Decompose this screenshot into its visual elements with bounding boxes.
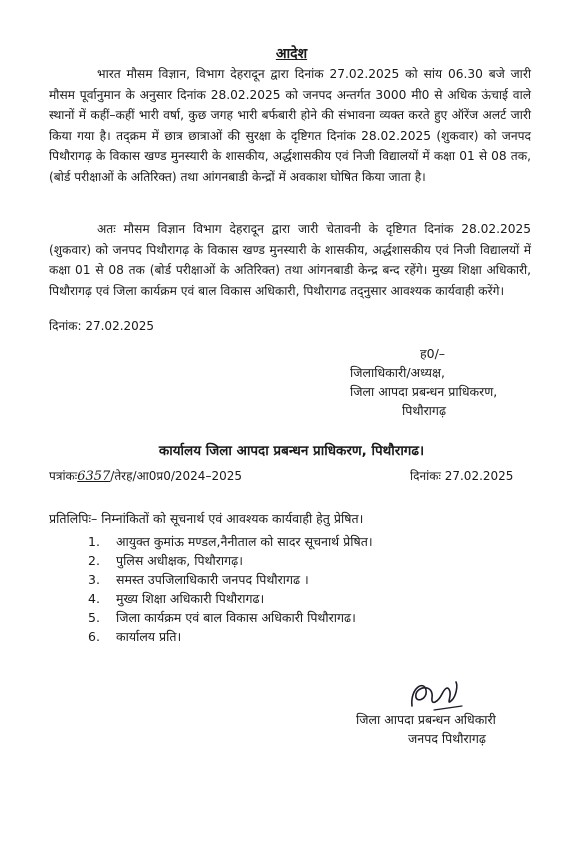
list-item: 2. पुलिस अधीक्षक, पिथौरागढ़। <box>88 553 243 568</box>
list-item: 5. जिला कार्यक्रम एवं बाल विकास अधिकारी पिथौरागढ। <box>88 610 356 625</box>
signatory-block <box>350 344 497 420</box>
final-signatory-designation: जिला आपदा प्रबन्धन अधिकारी <box>356 712 496 727</box>
reference-prefix: पत्रांकः <box>49 469 78 483</box>
list-item: 4. मुख्य शिक्षा अधिकारी पिथौरागढ। <box>88 591 265 606</box>
signatory-designation: जिलाधिकारी/अध्यक्ष, <box>350 365 445 380</box>
reference-number <box>49 467 242 484</box>
document-heading: आदेश <box>275 46 308 62</box>
copy-to-line: प्रतिलिपिः– निम्नांकितों को सूचनार्थ एवं आवश्यक कार्यवाही हेतु प्रेषित। <box>49 511 364 526</box>
order-paragraph-2: अतः मौसम विज्ञान विभाग देहरादून द्वारा जारी चेतावनी के दृष्टिगत दिनांक 28.02.2025 (शुकवार) को जनपद पिथौरागढ़ के विकास खण्ड मुनस्यारी के शासकीय, अर्द्धशासकीय एवं निजी विद्यालयों में कक्षा 01 से 08 तक (बोर्ड परीक्षाओं के अतिरिक्त) तथा आंगनबाडी केन्द्र बन्द रहेंगे। मुख्य शिक्षा अधिकारी, पिथौरागढ़ एवं जिला कार्यक्रम एवं बाल विकास अधिकारी, पिथौरागढ तद्नुसार आवश्यक कार्यवाही करेंगे। <box>49 222 531 298</box>
final-signatory-district: जनपद पिथौरागढ़ <box>408 731 486 746</box>
reference-suffix: /तेरह/आ0प्र0/2024–2025 <box>110 469 242 483</box>
recipient-list <box>88 532 373 646</box>
office-heading: कार्यालय जिला आपदा प्रबन्धन प्राधिकरण, पिथौरागढ। <box>158 443 425 459</box>
order-date-label: दिनांक: <box>49 319 82 333</box>
reference-date <box>410 467 513 484</box>
reference-date-value: 27.02.2025 <box>444 469 514 483</box>
signatory-district: पिथौरागढ़ <box>402 403 446 418</box>
signatory-signed-mark: ह0/– <box>420 346 446 361</box>
reference-date-label: दिनांकः <box>410 469 441 483</box>
list-item: 1. आयुक्त कुमांऊ मण्डल,नैनीताल को सादर सूचनार्थ प्रेषित। <box>88 534 373 549</box>
list-item: 3. समस्त उपजिलाधिकारी जनपद पिथौरागढ । <box>88 572 309 587</box>
order-date <box>49 317 154 334</box>
list-item: 6. कार्यालय प्रति। <box>88 629 182 644</box>
signatory-authority: जिला आपदा प्रबन्धन प्राधिकरण, <box>350 384 498 399</box>
order-date-value: 27.02.2025 <box>85 319 155 333</box>
final-signatory-block <box>356 710 496 748</box>
order-paragraph-1: भारत मौसम विज्ञान, विभाग देहरादून द्वारा दिनांक 27.02.2025 को सांय 06.30 बजे जारी मौसम पूर्वानुमान के अनुसार दिनांक 28.02.2025 को जनपद अन्तर्गत 3000 मी0 से अधिक ऊंचाई वाले स्थानों में कहीं–कहीं भारी वर्षा, कुछ जगह भारी बर्फबारी होने की संभावना व्यक्त करते हुए ऑरेंज अलर्ट जारी किया गया है। तद्क्रम में छात्र छात्राओं की सुरक्षा के दृष्टिगत दिनांक 28.02.2025 (शुकवार) को जनपद पिथौरागढ़ के विकास खण्ड मुनस्यारी के शासकीय, अर्द्धशासकीय एवं निजी विद्यालयों में कक्षा 01 से 08 तक, (बोर्ड परीक्षाओं के अतिरिक्त) तथा आंगनबाडी केन्द्रों में अवकाश घोषित किया जाता है। <box>49 67 531 184</box>
reference-handwritten-number: 6357 <box>77 469 111 484</box>
